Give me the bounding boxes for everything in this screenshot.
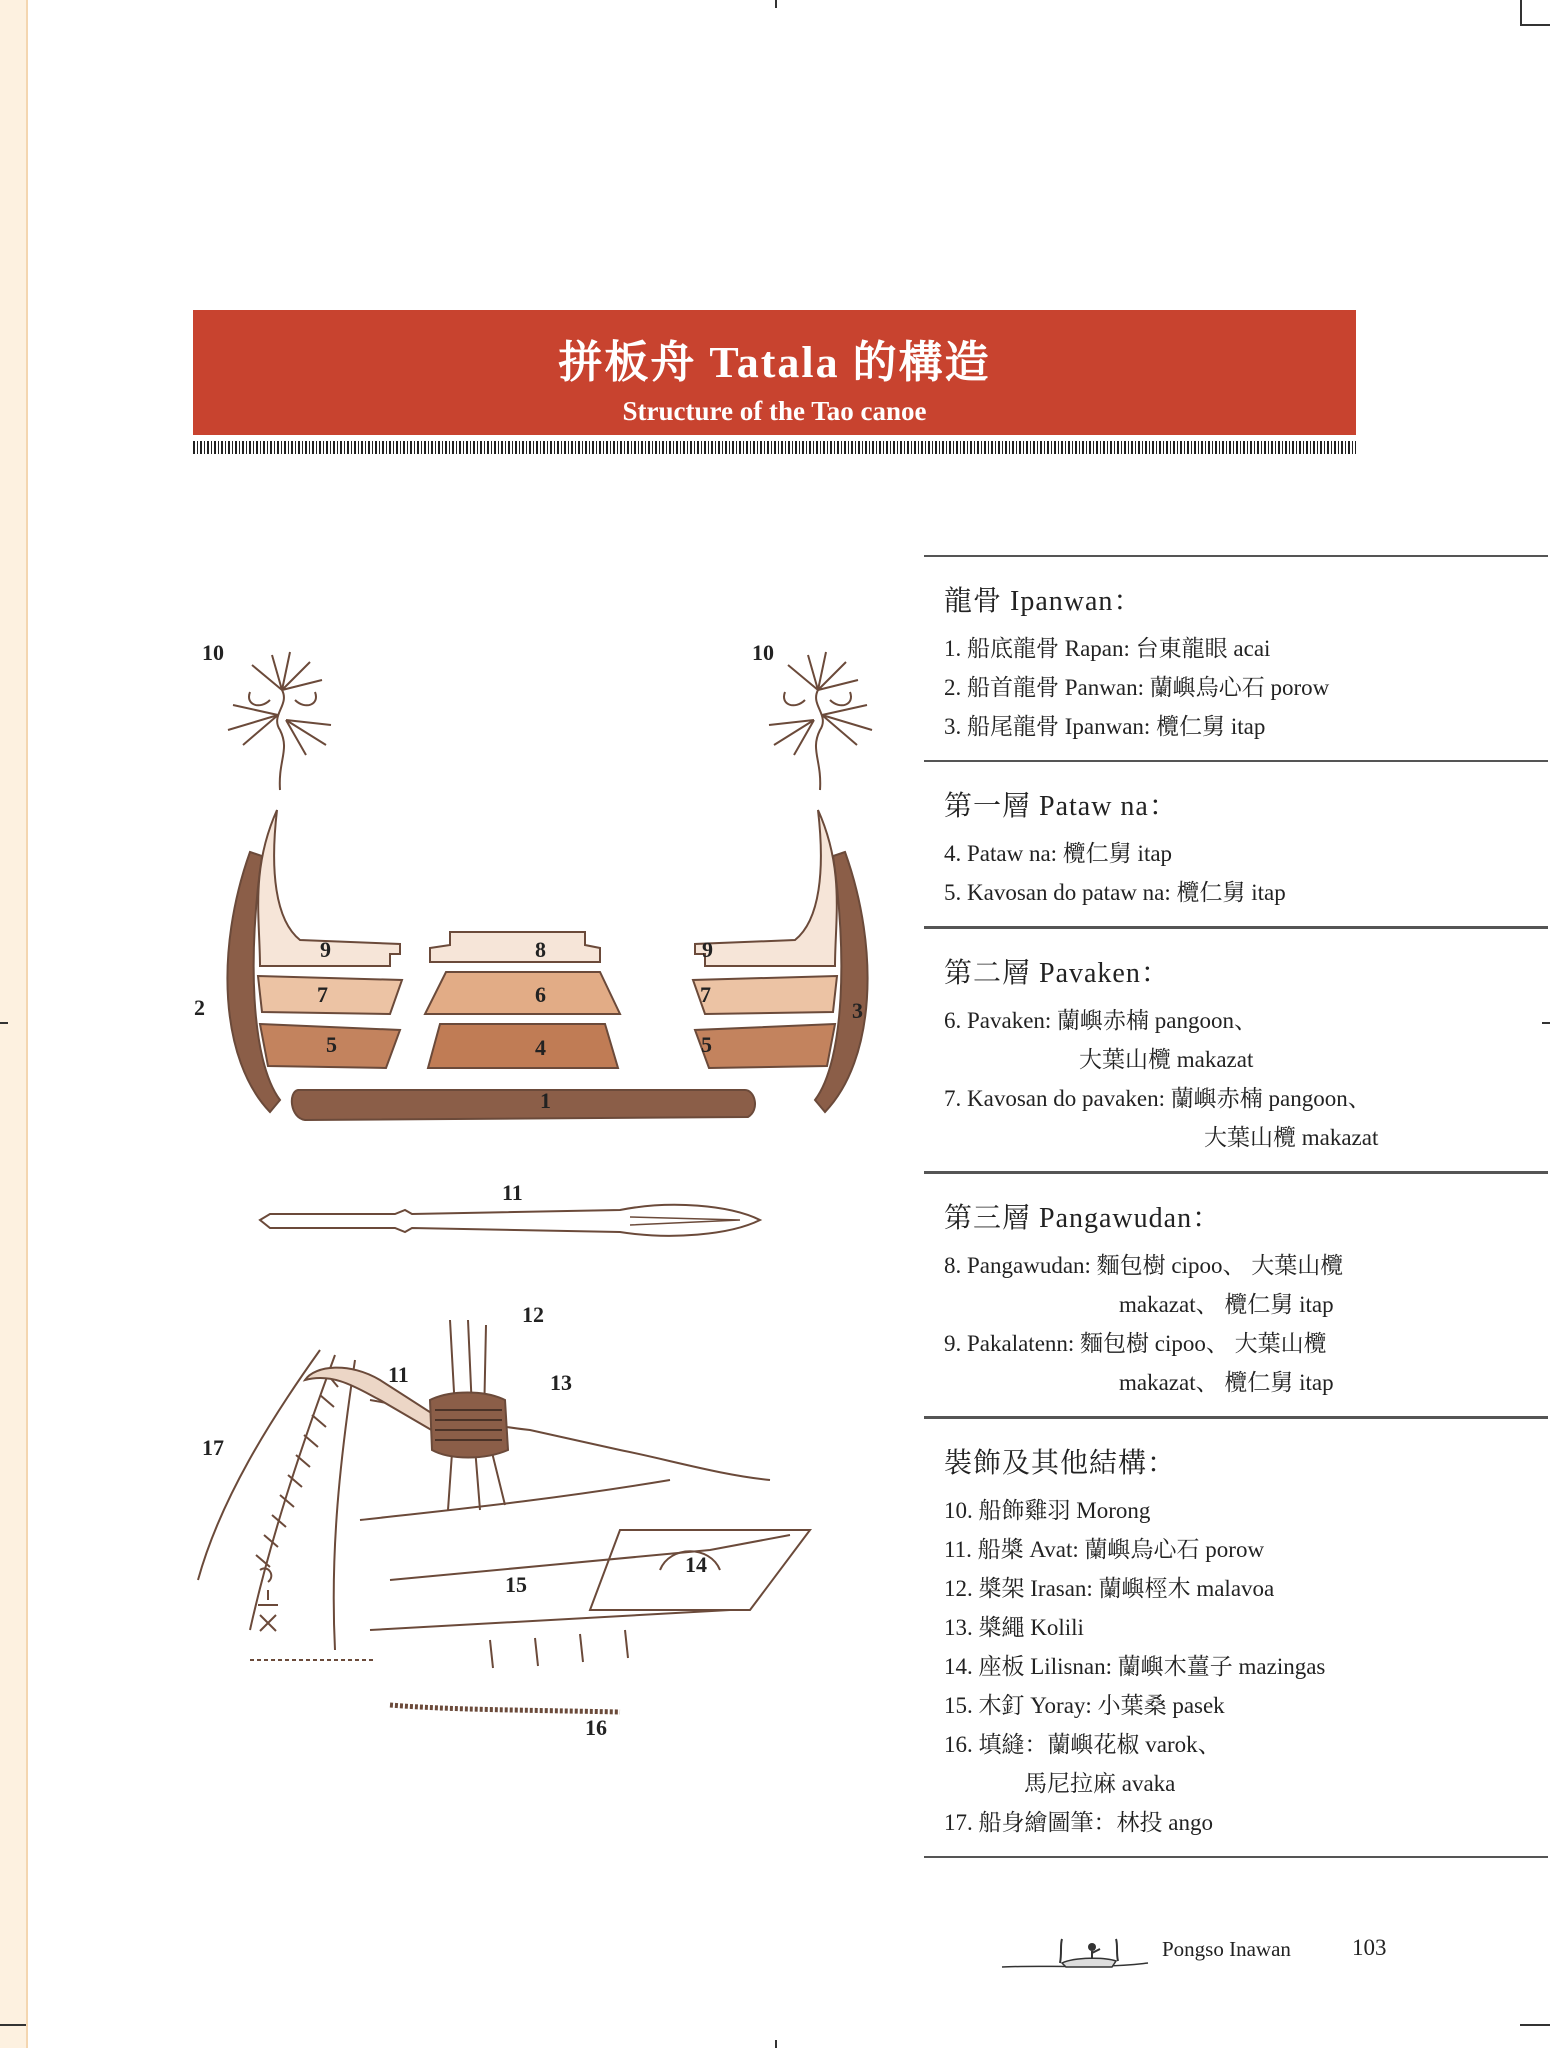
- label-10-right: 10: [752, 640, 774, 665]
- plank-4: [428, 1024, 618, 1068]
- legend-section-layer-3: [924, 1171, 1548, 1416]
- crop-mark: [1520, 2024, 1550, 2026]
- legend-item: 9. Pakalatenn: 麵包樹 cipoo、 大葉山欖: [944, 1331, 1327, 1356]
- feather-ornament-right: [769, 652, 872, 790]
- paddle-11: [260, 1205, 760, 1236]
- label-7-left: 7: [317, 982, 328, 1007]
- crop-mark: [775, 0, 777, 8]
- plank-6: [425, 972, 620, 1014]
- diagram-labels: [194, 640, 863, 1740]
- legend-section-keel: [924, 555, 1548, 760]
- label-11-paddle: 11: [502, 1180, 523, 1205]
- legend-item: 13. 槳繩 Kolili: [944, 1615, 1084, 1640]
- legend-item: 17. 船身繪圖筆：林投 ango: [944, 1810, 1213, 1835]
- legend-item: 8. Pangawudan: 麵包樹 cipoo、 大葉山欖: [944, 1253, 1344, 1278]
- hull-detail-illustration: [198, 1320, 810, 1712]
- label-10-left: 10: [202, 640, 224, 665]
- center-plank-8: [430, 932, 600, 962]
- title-banner: [193, 310, 1356, 435]
- legend-item: 11. 船槳 Avat: 蘭嶼烏心石 porow: [944, 1537, 1265, 1562]
- legend-item: 12. 槳架 Irasan: 蘭嶼桱木 malavoa: [944, 1576, 1275, 1601]
- section-title: 第三層 Pangawudan：: [944, 1203, 1222, 1234]
- label-9-left: 9: [320, 937, 331, 962]
- legend-item: 大葉山欖 makazat: [1079, 1047, 1254, 1072]
- book-title: Pongso Inawan: [1162, 1937, 1291, 1961]
- crop-mark: [1520, 0, 1522, 25]
- page-footer: [1000, 1925, 1400, 1975]
- crop-mark: [0, 2024, 26, 2026]
- legend-item: 16. 填縫：蘭嶼花椒 varok、: [944, 1732, 1221, 1757]
- page-title-en: Structure of the Tao canoe: [622, 396, 927, 426]
- legend-item: 1. 船底龍骨 Rapan: 台東龍眼 acai: [944, 636, 1271, 661]
- plank-7-left: [258, 976, 402, 1014]
- legend-item: 3. 船尾龍骨 Ipanwan: 欖仁舅 itap: [944, 714, 1266, 739]
- label-14: 14: [685, 1552, 707, 1577]
- label-9-right: 9: [702, 937, 713, 962]
- label-5-left: 5: [326, 1032, 337, 1057]
- canoe-footer-icon: [1000, 1925, 1150, 1975]
- section-title: 裝飾及其他結構：: [944, 1448, 1177, 1479]
- legend-item: makazat、 欖仁舅 itap: [1119, 1292, 1334, 1317]
- legend-item: 10. 船飾雞羽 Morong: [944, 1498, 1151, 1523]
- feather-ornament-left: [228, 652, 331, 790]
- legend-item: 大葉山欖 makazat: [1204, 1125, 1379, 1150]
- section-title: 第一層 Pataw na：: [944, 791, 1178, 822]
- label-1: 1: [540, 1088, 551, 1113]
- label-7-right: 7: [700, 982, 711, 1007]
- parts-legend: [924, 555, 1548, 1858]
- label-17: 17: [202, 1435, 224, 1460]
- legend-item: makazat、 欖仁舅 itap: [1119, 1370, 1334, 1395]
- legend-item: 15. 木釘 Yoray: 小葉桑 pasek: [944, 1693, 1225, 1718]
- legend-section-decoration: [924, 1416, 1548, 1856]
- legend-item: 5. Kavosan do pataw na: 欖仁舅 itap: [944, 880, 1286, 905]
- crop-mark: [775, 2040, 777, 2048]
- page-title-zh: 拼板舟 Tatala 的構造: [558, 338, 991, 387]
- label-6: 6: [535, 982, 546, 1007]
- legend-item: 6. Pavaken: 蘭嶼赤楠 pangoon、: [944, 1008, 1258, 1033]
- label-16: 16: [585, 1715, 607, 1740]
- label-2: 2: [194, 995, 205, 1020]
- legend-section-layer-1: [924, 760, 1548, 926]
- legend-section-layer-2: [924, 926, 1548, 1171]
- label-4: 4: [535, 1035, 546, 1060]
- section-title: 龍骨 Ipanwan：: [944, 586, 1143, 617]
- crop-mark: [0, 1022, 8, 1024]
- label-11-detail: 11: [388, 1362, 409, 1387]
- label-12: 12: [522, 1302, 544, 1327]
- legend-item: 7. Kavosan do pavaken: 蘭嶼赤楠 pangoon、: [944, 1086, 1371, 1111]
- label-15: 15: [505, 1572, 527, 1597]
- legend-item: 14. 座板 Lilisnan: 蘭嶼木薑子 mazingas: [944, 1654, 1326, 1679]
- legend-item: 馬尼拉麻 avaka: [1024, 1771, 1176, 1796]
- label-3: 3: [852, 998, 863, 1023]
- label-13: 13: [550, 1370, 572, 1395]
- decorative-stripe: [193, 441, 1356, 454]
- crop-mark: [1520, 24, 1550, 26]
- label-5-right: 5: [701, 1032, 712, 1057]
- stern-upper-plank-9: [695, 810, 837, 966]
- legend-item: 4. Pataw na: 欖仁舅 itap: [944, 841, 1173, 866]
- bottom-keel-1: [292, 1090, 755, 1120]
- page-edge-strip: [0, 0, 28, 2048]
- section-title: 第二層 Pavaken：: [944, 958, 1170, 989]
- page-number: 103: [1352, 1935, 1387, 1960]
- legend-bottom-rule: [924, 1856, 1548, 1858]
- plank-5-right: [695, 1024, 835, 1068]
- plank-7-right: [693, 976, 837, 1014]
- canoe-structure-diagram: [150, 620, 890, 1800]
- legend-item: 2. 船首龍骨 Panwan: 蘭嶼烏心石 porow: [944, 675, 1330, 700]
- label-8: 8: [535, 937, 546, 962]
